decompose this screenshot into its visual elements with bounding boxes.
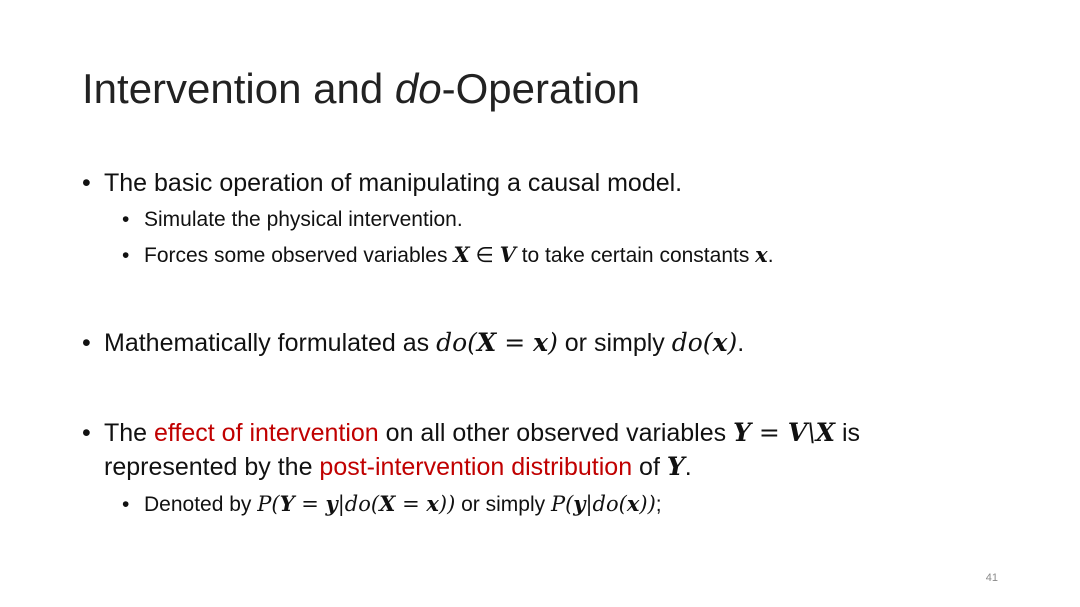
text: is (835, 419, 861, 447)
math-x: x (533, 328, 549, 357)
title-italic-do: do (394, 65, 442, 112)
math-do: do( (436, 328, 477, 357)
bullet-3-line-2 (104, 450, 692, 484)
title-text-suffix: -Operation (441, 65, 641, 112)
text: to take certain constants (515, 244, 756, 267)
math-y: y (325, 491, 338, 516)
math-P: P( (257, 492, 280, 516)
math-X: X (815, 418, 836, 447)
text: of (632, 453, 667, 481)
math-x: x (426, 491, 439, 516)
math-x: x (712, 328, 728, 357)
math-x: x (755, 242, 768, 267)
math-in: ∈ (469, 244, 500, 267)
math-Y: Y (733, 418, 751, 447)
bullet-1-sub-1-text: Simulate the physical intervention. (144, 208, 463, 231)
math-do: |do( (337, 492, 380, 516)
math-do: |do( (585, 492, 627, 516)
text: . (684, 453, 692, 481)
text: Denoted by (144, 493, 258, 516)
math-X: X (453, 242, 470, 267)
math-y: y (573, 491, 586, 516)
bullet-dot: • (122, 493, 130, 516)
text: . (737, 329, 745, 357)
text: or simply (557, 329, 672, 357)
math-eq: = (750, 418, 788, 447)
text: on all other observed variables (378, 419, 734, 447)
math-X: X (476, 328, 497, 357)
title-text: Intervention and (82, 65, 395, 112)
bullet-dot: • (82, 419, 91, 447)
math-paren: ) (727, 328, 738, 357)
emphasis-effect-of-intervention: effect of intervention (154, 419, 379, 447)
text: represented by the (104, 453, 320, 481)
math-eq: = (294, 492, 326, 516)
math-X: X (379, 491, 396, 516)
math-V: V (499, 242, 516, 267)
bullet-1-sub-1 (122, 205, 463, 235)
bullet-dot: • (122, 244, 130, 267)
bullet-1 (82, 166, 682, 200)
math-eq: = (496, 328, 534, 357)
math-Y: Y (279, 491, 295, 516)
text: The (104, 419, 155, 447)
math-x: x (626, 491, 640, 516)
math-paren: )) (438, 492, 456, 516)
bullet-dot: • (122, 208, 130, 231)
text: or simply (455, 493, 551, 516)
math-eq: = (395, 492, 427, 516)
text: ; (655, 493, 662, 516)
emphasis-post-intervention-distribution: post-intervention distribution (319, 453, 633, 481)
bullet-dot: • (82, 329, 91, 357)
page-number: 41 (985, 572, 998, 584)
bullet-2 (82, 326, 744, 360)
bullet-3-sub-1 (122, 489, 662, 520)
math-P: P( (550, 492, 574, 516)
text: . (767, 244, 774, 267)
bullet-dot: • (82, 169, 91, 197)
bullet-1-sub-2 (122, 240, 774, 271)
math-paren: ) (548, 328, 558, 357)
bullet-3 (82, 416, 860, 450)
text: Mathematically formulated as (104, 329, 437, 357)
math-Y: Y (666, 452, 685, 481)
math-setminus: \ (807, 418, 816, 447)
slide-title (82, 62, 640, 116)
math-paren: )) (639, 492, 656, 516)
text: Forces some observed variables (144, 244, 454, 267)
math-do: do( (671, 328, 713, 357)
bullet-1-text: The basic operation of manipulating a causal model. (104, 169, 683, 197)
math-V: V (787, 418, 808, 447)
